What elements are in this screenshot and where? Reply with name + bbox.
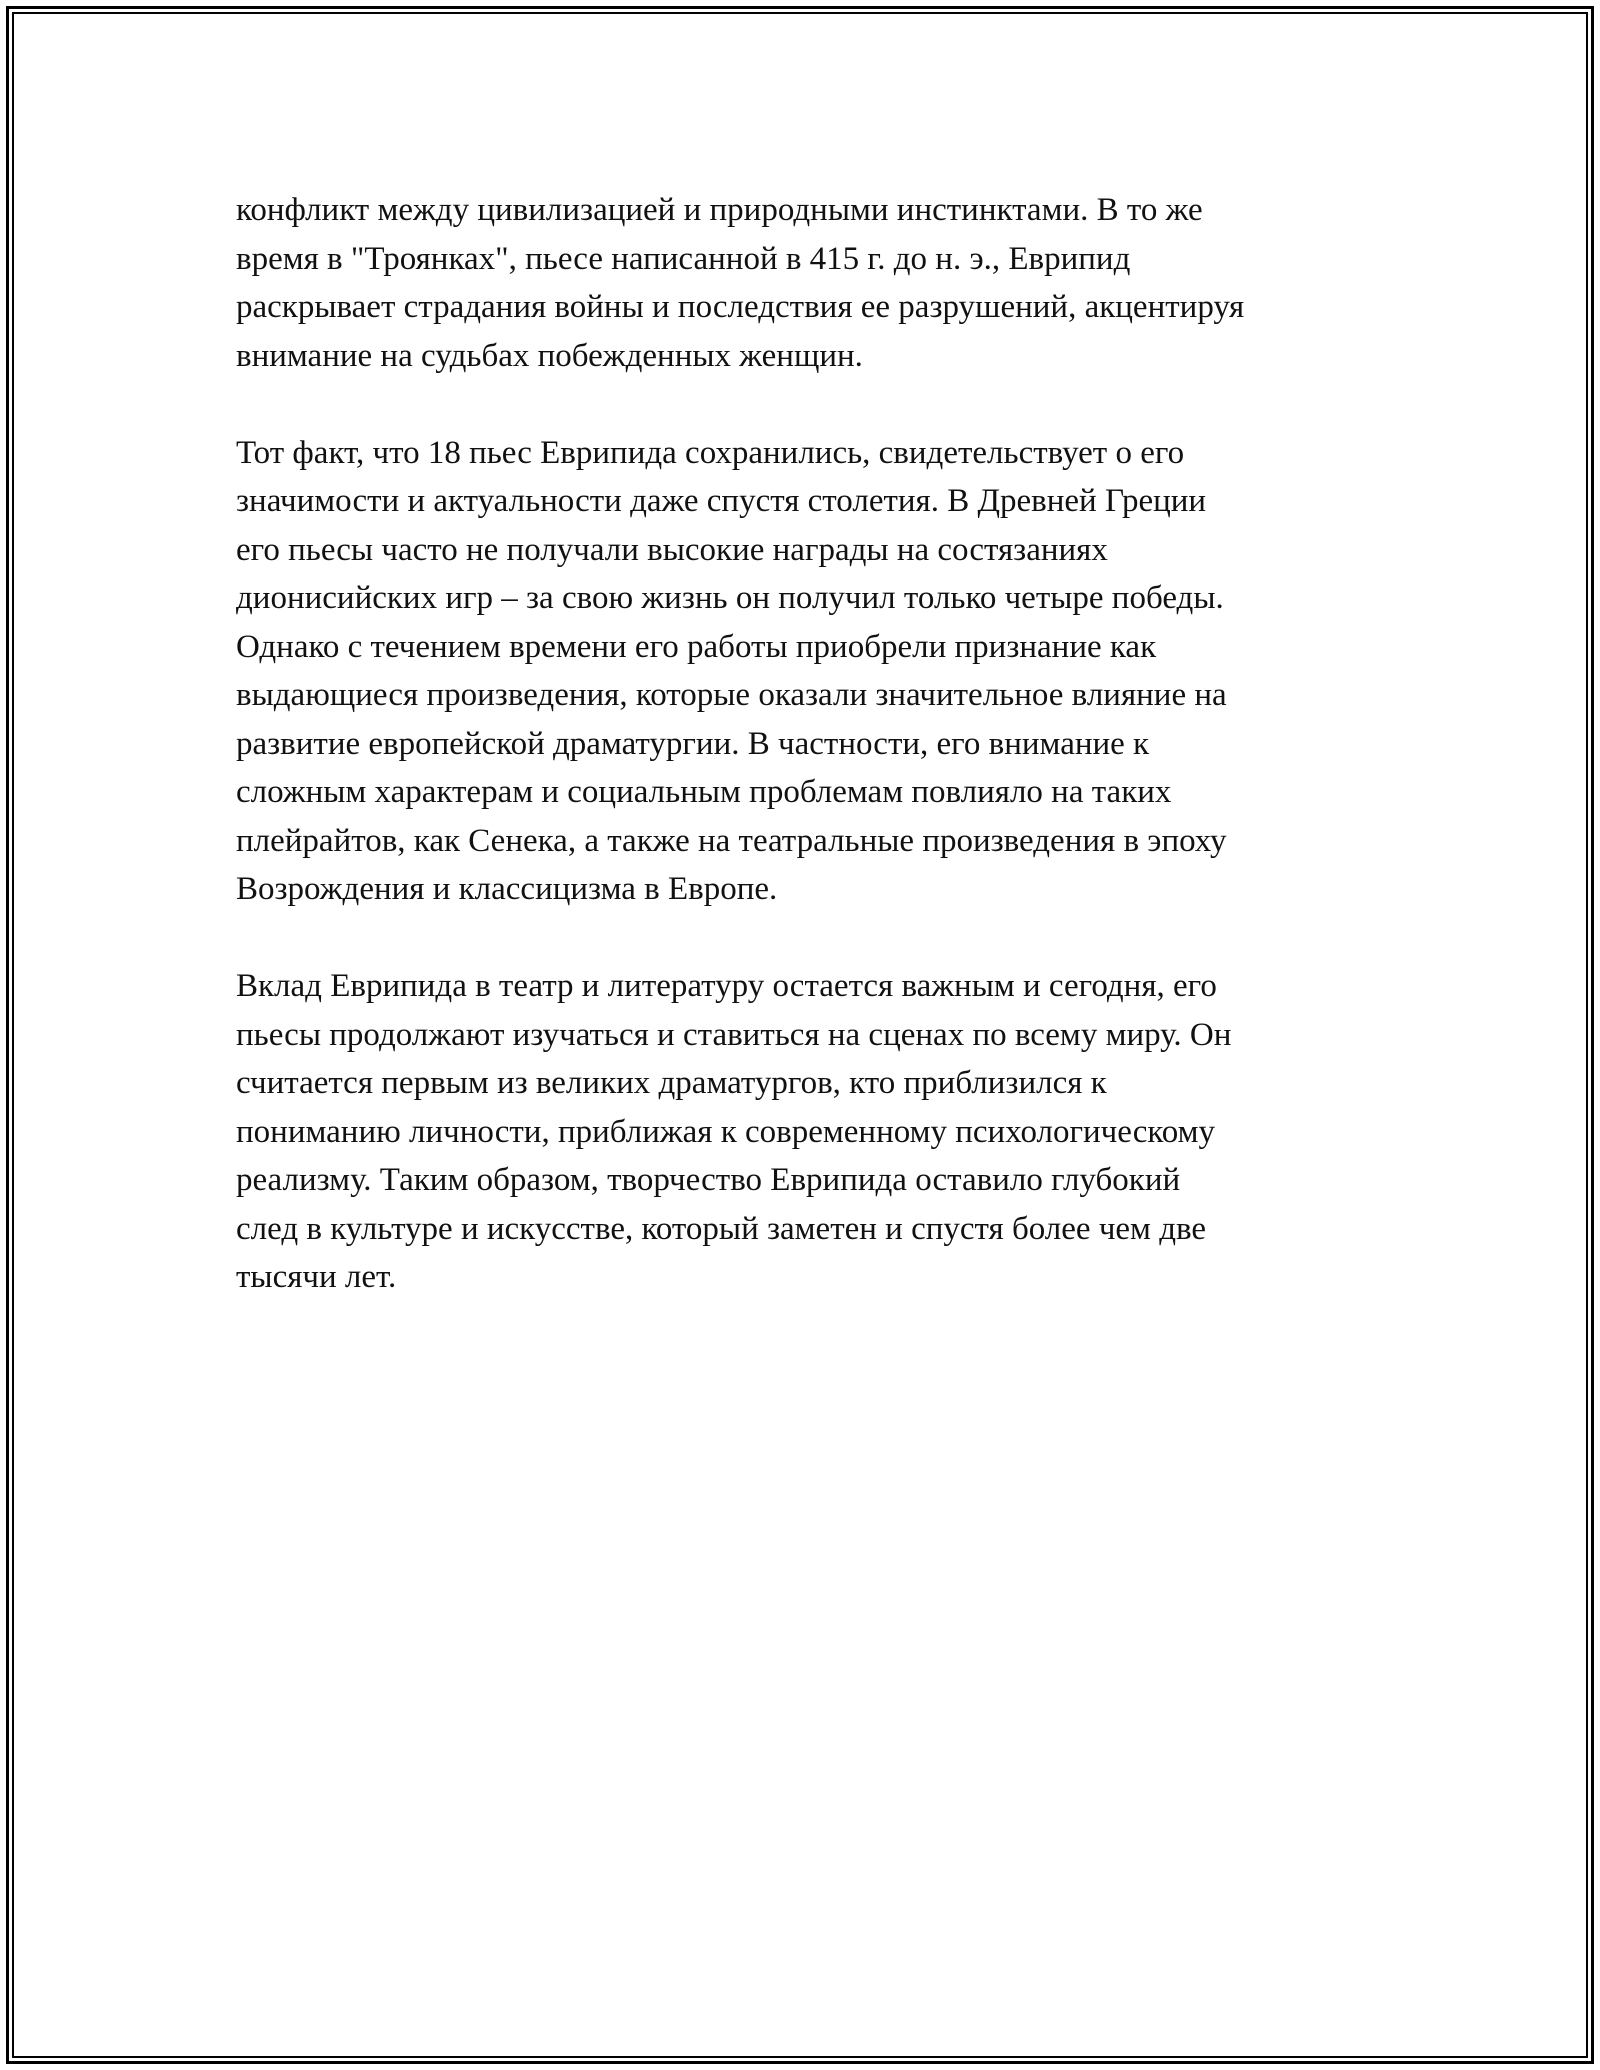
text-line: пониманию личности, приближая к современному психологическому bbox=[236, 1113, 1216, 1150]
paragraph-1 bbox=[236, 186, 1416, 380]
text-line: развитие европейской драматургии. В частности, его внимание к bbox=[236, 725, 1150, 762]
text-line: внимание на судьбах побежденных женщин. bbox=[236, 337, 863, 374]
text-line: значимости и актуальности даже спустя столетия. В Древней Греции bbox=[236, 483, 1207, 519]
text-line: считается первым из великих драматургов, кто приблизился к bbox=[236, 1065, 1107, 1101]
text-line: его пьесы часто не получали высокие награды на состязаниях bbox=[236, 531, 1108, 568]
text-line: пьесы продолжают изучаться и ставиться на сценах по всему миру. Он bbox=[236, 1016, 1232, 1053]
document-body bbox=[236, 186, 1416, 1350]
text-line: время в "Троянках", пьесе написанной в 415 г. до н. э., Еврипид bbox=[236, 240, 1131, 277]
text-line: сложным характерам и социальным проблемам повлияло на таких bbox=[236, 774, 1172, 810]
text-line: конфликт между цивилизацией и природными инстинктами. В то же bbox=[236, 192, 1203, 228]
text-line: дионисийских игр – за свою жизнь он получил только четыре победы. bbox=[236, 580, 1224, 616]
text-line: раскрывает страдания войны и последствия ее разрушений, акцентируя bbox=[236, 289, 1245, 325]
text-line: тысячи лет. bbox=[236, 1259, 397, 1295]
text-line: реализму. Таким образом, творчество Еврипида оставило глубокий bbox=[236, 1162, 1181, 1198]
text-line: Вклад Еврипида в театр и литературу остается важным и сегодня, его bbox=[236, 968, 1217, 1004]
text-line: след в культуре и искусстве, который заметен и спустя более чем две bbox=[236, 1210, 1207, 1247]
text-line: плейрайтов, как Сенека, а также на театральные произведения в эпоху bbox=[236, 822, 1227, 859]
text-line: Однако с течением времени его работы приобрели признание как bbox=[236, 628, 1157, 665]
text-line: выдающиеся произведения, которые оказали значительное влияние на bbox=[236, 677, 1227, 713]
text-line: Возрождения и классицизма в Европе. bbox=[236, 871, 778, 907]
paragraph-2 bbox=[236, 429, 1416, 914]
text-line: Тот факт, что 18 пьес Еврипида сохранились, свидетельствует о его bbox=[236, 434, 1185, 471]
paragraph-3 bbox=[236, 962, 1416, 1302]
